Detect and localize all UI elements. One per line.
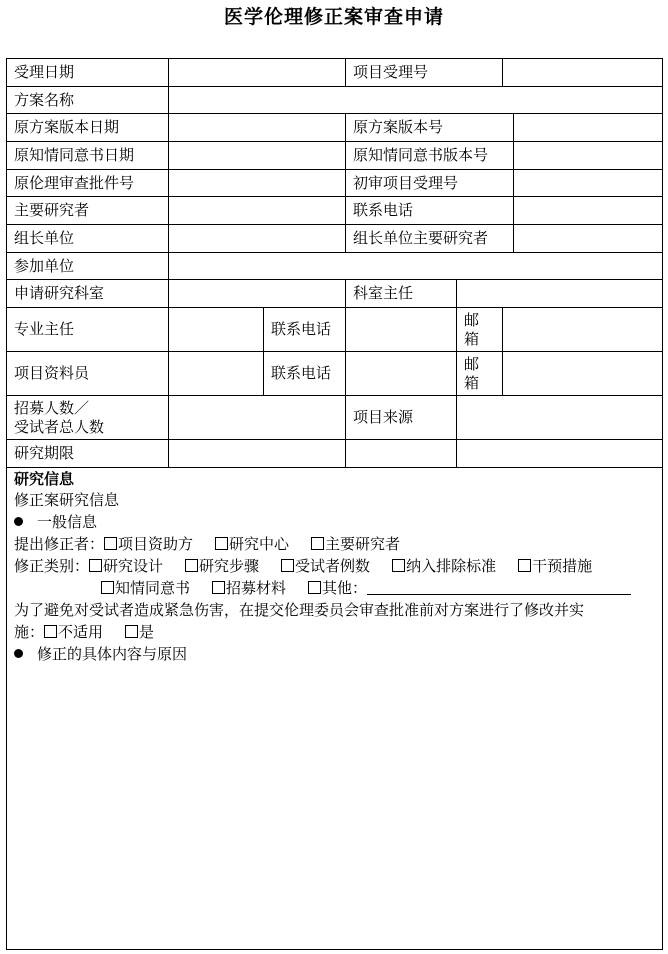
orig-ethics-approval-no-value[interactable] — [169, 170, 346, 196]
bullet-icon — [14, 649, 23, 658]
row-principal-investigator — [7, 197, 662, 225]
initial-review-acceptance-no-value[interactable] — [514, 170, 662, 196]
contact-phone-value-3[interactable] — [346, 352, 457, 395]
recruit-count-label — [7, 396, 169, 439]
row-protocol-name — [7, 87, 662, 114]
row-ethics-approval — [7, 170, 662, 197]
applying-department-label: 申请研究科室 — [7, 280, 169, 307]
bullet-icon — [14, 517, 23, 526]
row-leading-unit — [7, 225, 662, 253]
contact-phone-label-3: 联系电话 — [264, 352, 346, 395]
leading-unit-value[interactable] — [169, 225, 346, 252]
checkbox-criteria[interactable] — [392, 559, 405, 572]
email-label-2-char-2: 箱 — [464, 373, 480, 392]
row-acceptance — [7, 59, 662, 87]
category-label: 修正类别： — [14, 557, 90, 575]
email-label — [457, 308, 503, 351]
category-recruitment: 招募材料 — [226, 579, 287, 597]
department-director-label: 科室主任 — [346, 280, 457, 307]
orig-consent-date-label: 原知情同意书日期 — [7, 142, 169, 169]
general-info-line — [14, 511, 97, 533]
details-label: 修正的具体内容与原因 — [37, 645, 188, 663]
checkbox-other[interactable] — [308, 581, 321, 594]
checkbox-recruitment[interactable] — [212, 581, 225, 594]
leading-unit-label: 组长单位 — [7, 225, 169, 252]
category-steps: 研究步骤 — [199, 557, 260, 575]
email-value-2[interactable] — [503, 352, 662, 395]
proposer-option-sponsor: 项目资助方 — [118, 535, 194, 553]
participating-unit-value[interactable] — [169, 253, 662, 279]
principal-investigator-label: 主要研究者 — [7, 197, 169, 224]
recruit-count-value[interactable] — [169, 396, 346, 439]
acceptance-date-value[interactable] — [169, 59, 346, 86]
protocol-name-label: 方案名称 — [7, 87, 169, 113]
initial-review-acceptance-no-label: 初审项目受理号 — [346, 170, 514, 196]
other-input-line[interactable] — [367, 580, 631, 595]
checkbox-sponsor[interactable] — [104, 537, 117, 550]
study-period-extra-1[interactable] — [346, 440, 457, 467]
checkbox-design[interactable] — [89, 559, 102, 572]
email-label-char-1: 邮 — [464, 310, 480, 329]
category-intervention: 干预措施 — [532, 557, 593, 575]
project-acceptance-no-value[interactable] — [503, 59, 662, 86]
orig-consent-date-value[interactable] — [169, 142, 346, 169]
project-acceptance-no-label: 项目受理号 — [346, 59, 503, 86]
contact-phone-value-2[interactable] — [346, 308, 457, 351]
principal-investigator-value[interactable] — [169, 197, 346, 224]
category-consent: 知情同意书 — [115, 579, 191, 597]
checkbox-not-applicable[interactable] — [44, 625, 57, 638]
page-title: 医学伦理修正案审查申请 — [223, 6, 444, 28]
application-form — [6, 58, 663, 950]
row-study-period — [7, 440, 662, 468]
row-protocol-version — [7, 114, 662, 142]
category-subject-count: 受试者例数 — [295, 557, 371, 575]
emergency-question-line-2 — [14, 621, 154, 643]
study-period-value[interactable] — [169, 440, 346, 467]
research-info-heading: 研究信息 — [14, 470, 75, 488]
leading-unit-pi-value[interactable] — [514, 225, 662, 252]
department-director-value[interactable] — [457, 280, 662, 307]
acceptance-date-label: 受理日期 — [7, 59, 169, 86]
email-value[interactable] — [503, 308, 662, 351]
orig-ethics-approval-no-label: 原伦理审查批件号 — [7, 170, 169, 196]
category-design: 研究设计 — [103, 557, 164, 575]
details-line — [14, 643, 187, 665]
row-consent-version — [7, 142, 662, 170]
checkbox-subject-count[interactable] — [281, 559, 294, 572]
emergency-yes: 是 — [139, 623, 155, 641]
orig-protocol-version-no-label: 原方案版本号 — [346, 114, 514, 141]
recruit-count-label-line-2: 受试者总人数 — [14, 417, 105, 436]
contact-phone-label: 联系电话 — [346, 197, 514, 224]
project-data-officer-label: 项目资料员 — [7, 352, 169, 395]
orig-consent-version-no-label: 原知情同意书版本号 — [346, 142, 514, 169]
protocol-name-value[interactable] — [169, 87, 662, 113]
row-recruitment — [7, 396, 662, 440]
specialty-director-label: 专业主任 — [7, 308, 169, 351]
orig-protocol-version-date-value[interactable] — [169, 114, 346, 141]
emergency-question-tail: 施： — [14, 623, 45, 641]
email-label-char-2: 箱 — [464, 329, 480, 348]
row-specialty-director — [7, 308, 662, 352]
orig-consent-version-no-value[interactable] — [514, 142, 662, 169]
applying-department-value[interactable] — [169, 280, 346, 307]
row-project-data-officer — [7, 352, 662, 396]
row-department — [7, 280, 662, 308]
orig-protocol-version-no-value[interactable] — [514, 114, 662, 141]
contact-phone-value[interactable] — [514, 197, 662, 224]
orig-protocol-version-date-label: 原方案版本日期 — [7, 114, 169, 141]
checkbox-intervention[interactable] — [518, 559, 531, 572]
participating-unit-label: 参加单位 — [7, 253, 169, 279]
emergency-question-line-1: 为了避免对受试者造成紧急伤害，在提交伦理委员会审查批准前对方案进行了修改并实 — [14, 601, 585, 619]
proposer-line — [14, 533, 400, 555]
emergency-not-applicable: 不适用 — [58, 623, 104, 641]
checkbox-consent[interactable] — [101, 581, 114, 594]
contact-phone-label-2: 联系电话 — [264, 308, 346, 351]
checkbox-research-center[interactable] — [215, 537, 228, 550]
row-participating-unit — [7, 253, 662, 280]
proposer-label: 提出修正者： — [14, 535, 105, 553]
category-other: 其他： — [322, 579, 368, 597]
specialty-director-value[interactable] — [169, 308, 264, 351]
category-line-1 — [14, 555, 592, 577]
project-data-officer-value[interactable] — [169, 352, 264, 395]
checkbox-steps[interactable] — [185, 559, 198, 572]
project-source-value[interactable] — [457, 396, 662, 439]
recruit-count-label-line-1: 招募人数／ — [14, 398, 90, 417]
proposer-option-pi: 主要研究者 — [325, 535, 401, 553]
email-label-2 — [457, 352, 503, 395]
project-source-label: 项目来源 — [346, 396, 457, 439]
email-label-2-char-1: 邮 — [464, 354, 480, 373]
category-criteria: 纳入排除标准 — [406, 557, 497, 575]
study-period-extra-2[interactable] — [457, 440, 662, 467]
checkbox-pi[interactable] — [311, 537, 324, 550]
general-info-label: 一般信息 — [37, 513, 98, 531]
leading-unit-pi-label: 组长单位主要研究者 — [346, 225, 514, 252]
amendment-info-subheading: 修正案研究信息 — [14, 491, 120, 509]
checkbox-yes[interactable] — [125, 625, 138, 638]
category-line-2 — [101, 577, 631, 599]
proposer-option-center: 研究中心 — [229, 535, 290, 553]
study-period-label: 研究期限 — [7, 440, 169, 467]
